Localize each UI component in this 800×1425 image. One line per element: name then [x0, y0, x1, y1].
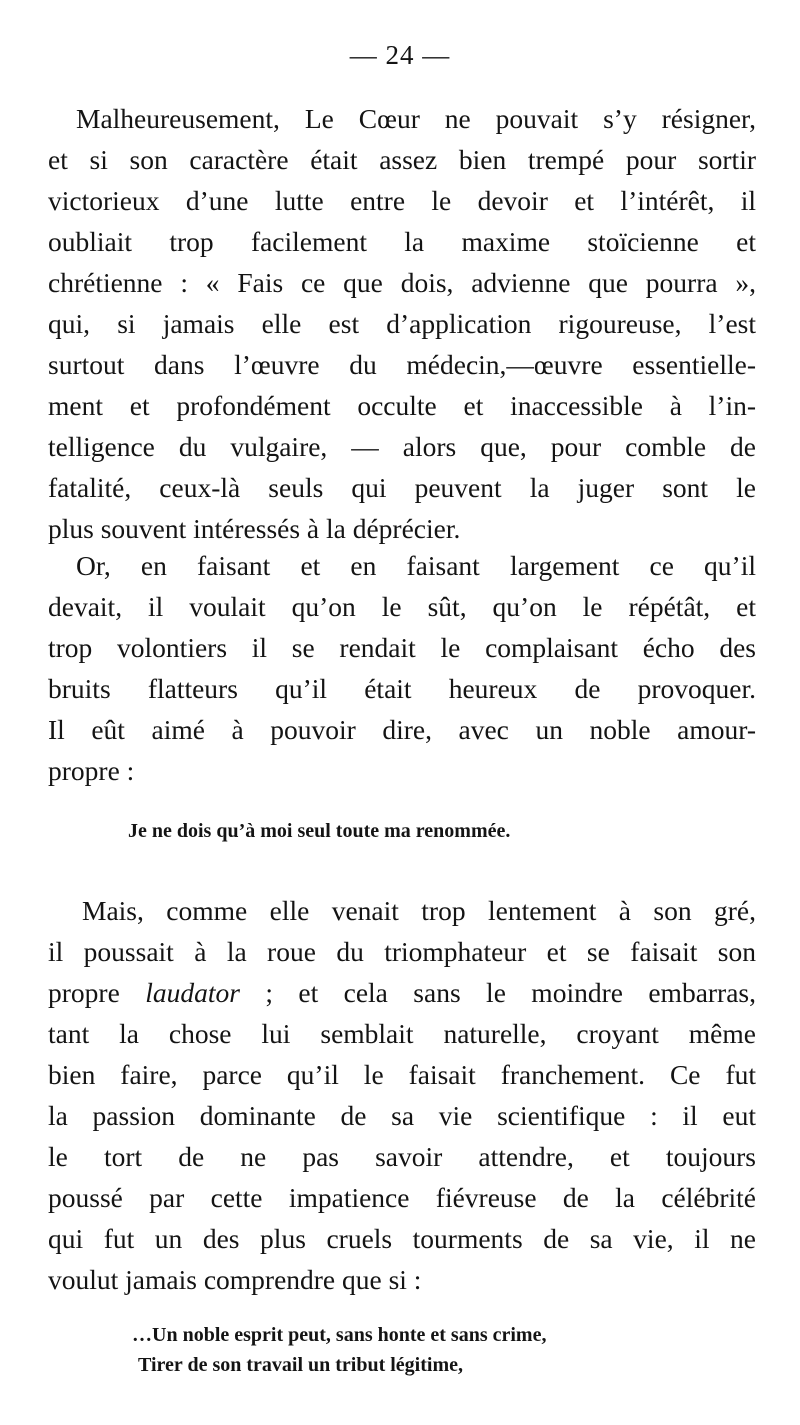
text-line: devait, il voulait qu’on le sût, qu’on le répétât, et: [48, 591, 756, 622]
text-line: ment et profondément occulte et inaccessible à l’in-: [48, 390, 756, 421]
text-line: Or, en faisant et en faisant largement ce qu’il: [76, 550, 756, 581]
text-line: le tort de ne pas savoir attendre, et toujours: [48, 1141, 756, 1172]
text-line: voulut jamais comprendre que si :: [48, 1264, 422, 1295]
text-line: bruits flatteurs qu’il était heureux de provoquer.: [48, 673, 756, 704]
text-line: bien faire, parce qu’il le faisait franchement. Ce fut: [48, 1059, 756, 1090]
text-line: Il eût aimé à pouvoir dire, avec un noble amour-: [48, 714, 756, 745]
text-line: fatalité, ceux-là seuls qui peuvent la juger sont le: [48, 472, 756, 503]
text-line: plus souvent intéressés à la déprécier.: [48, 513, 461, 544]
italic-term: laudator: [145, 977, 240, 1008]
text-line: et si son caractère était assez bien trempé pour sortir: [48, 144, 756, 175]
text-line: la passion dominante de sa vie scientifique : il eut: [48, 1100, 756, 1131]
text-line: poussé par cette impatience fiévreuse de la célébrité: [48, 1182, 756, 1213]
text-line: il poussait à la roue du triomphateur et se faisait son: [48, 936, 756, 967]
text-line: trop volontiers il se rendait le complaisant écho des: [48, 632, 756, 663]
paragraph-2: [48, 545, 756, 791]
text-line: tant la chose lui semblait naturelle, croyant même: [48, 1018, 756, 1049]
verse-line: Tirer de son travail un tribut légitime,: [138, 1354, 463, 1376]
text-line: propre :: [48, 755, 135, 786]
paragraph-3: [48, 890, 756, 1300]
text-line: Mais, comme elle venait trop lentement à son gré,: [82, 895, 756, 926]
page-number: — 24 —: [349, 40, 451, 70]
text-line: chrétienne : « Fais ce que dois, advienne que pourra »,: [48, 267, 756, 298]
verse-quote-1: Je ne dois qu’à moi seul toute ma renommée.: [128, 820, 511, 842]
text-line: oubliait trop facilement la maxime stoïcienne et: [48, 226, 756, 257]
paragraph-1: [48, 98, 756, 549]
text-line: surtout dans l’œuvre du médecin,—œuvre essentielle-: [48, 349, 756, 380]
text-line: telligence du vulgaire, — alors que, pour comble de: [48, 431, 756, 462]
text-line: propre laudator ; et cela sans le moindre embarras,: [48, 977, 756, 1008]
text-line: qui, si jamais elle est d’application rigoureuse, l’est: [48, 308, 756, 339]
text-line: qui fut un des plus cruels tourments de sa vie, il ne: [48, 1223, 756, 1254]
text-line: Malheureusement, Le Cœur ne pouvait s’y résigner,: [76, 103, 756, 134]
verse-quote-2: [132, 1320, 546, 1380]
text-line: victorieux d’une lutte entre le devoir et l’intérêt, il: [48, 185, 756, 216]
verse-line: …Un noble esprit peut, sans honte et sans crime,: [132, 1324, 547, 1346]
